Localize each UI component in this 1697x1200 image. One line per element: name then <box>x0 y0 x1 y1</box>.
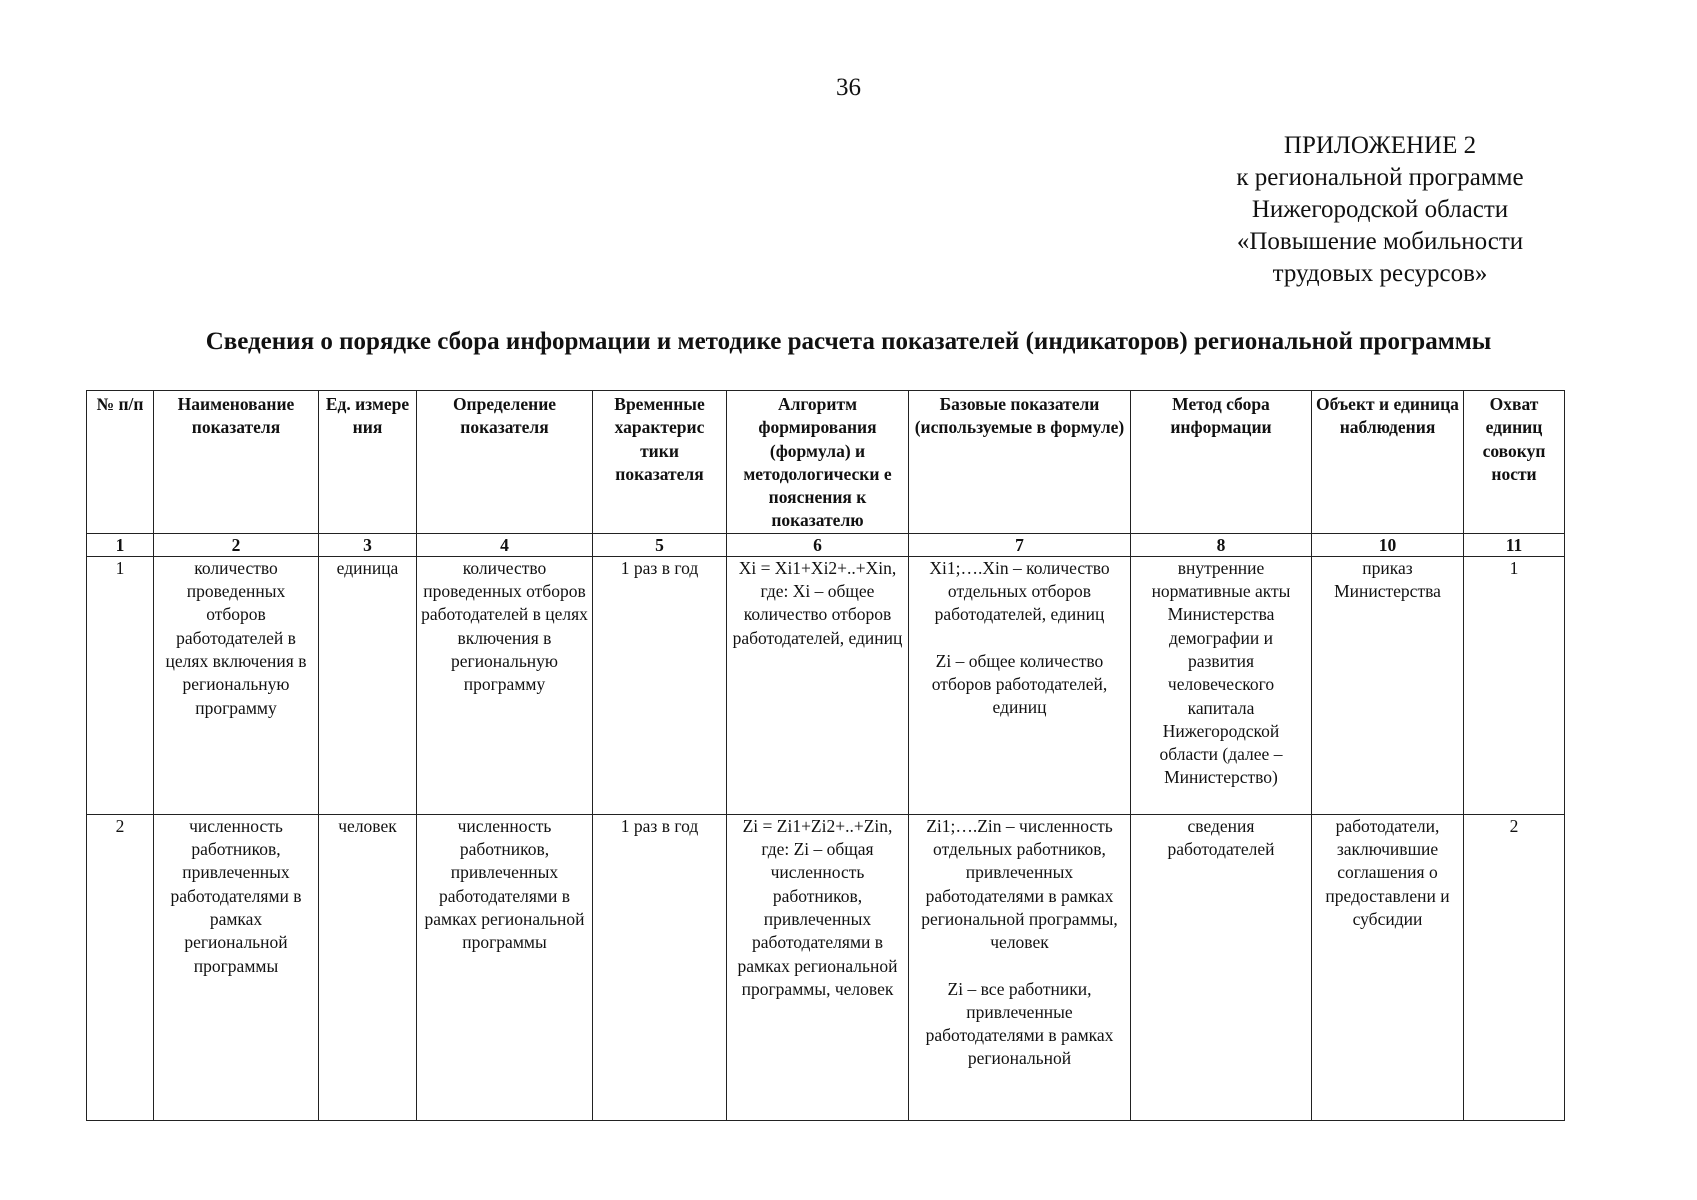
appendix-line: «Повышение мобильности <box>1236 228 1524 255</box>
column-number: 10 <box>1312 533 1464 556</box>
unit: человек <box>319 814 417 1120</box>
column-number: 11 <box>1464 533 1565 556</box>
coverage: 2 <box>1464 814 1565 1120</box>
base-indicator-text: Zi – все работники, привлеченные работодателями в рамках региональной <box>925 978 1114 1069</box>
table-header-row <box>87 391 1565 534</box>
timing: 1 раз в год <box>593 814 727 1120</box>
header-coverage: Охват единиц совокуп ности <box>1464 391 1565 534</box>
column-number: 5 <box>593 533 727 556</box>
appendix-heading <box>1160 130 1600 290</box>
header-collection-method: Метод сбора информации <box>1131 391 1312 534</box>
observation-object: приказ Министерства <box>1312 556 1464 814</box>
collection-method: сведения работодателей <box>1131 814 1312 1120</box>
appendix-line: Нижегородской области <box>1251 196 1509 223</box>
header-base-indicators: Базовые показатели (используемые в формуле) <box>909 391 1131 534</box>
base-indicator-text: Xi1;….Xin – количество отдельных отборов работодателей, единиц <box>929 557 1110 625</box>
header-observation-object: Объект и единица наблюдения <box>1312 391 1464 534</box>
algorithm: Xi = Xi1+Xi2+..+Xin, где: Xi – общее количество отборов работодателей, единиц <box>727 556 909 814</box>
header-unit: Ед. измере ния <box>319 391 417 534</box>
row-number: 2 <box>87 814 154 1120</box>
algorithm: Zi = Zi1+Zi2+..+Zin, где: Zi – общая численность работников, привлеченных работодателями в рамках региональной программы, человек <box>727 814 909 1120</box>
column-number: 2 <box>154 533 319 556</box>
observation-object: работодатели, заключившие соглашения о предоставлени и субсидии <box>1312 814 1464 1120</box>
unit: единица <box>319 556 417 814</box>
document-title: Сведения о порядке сбора информации и методике расчета показателей (индикаторов) региональной программы <box>205 328 1492 355</box>
row-number: 1 <box>87 556 154 814</box>
base-indicators <box>909 556 1131 814</box>
page-number: 36 <box>836 74 861 101</box>
header-definition: Определение показателя <box>417 391 593 534</box>
header-timing: Временные характерис тики показателя <box>593 391 727 534</box>
appendix-line: ПРИЛОЖЕНИЕ 2 <box>1283 132 1477 159</box>
timing: 1 раз в год <box>593 556 727 814</box>
base-indicator-text: Zi1;….Zin – численность отдельных работников, привлеченных работодателями в рамках региональной программы, человек <box>921 815 1118 953</box>
header-number: № п/п <box>87 391 154 534</box>
appendix-line: трудовых ресурсов» <box>1272 260 1488 287</box>
column-number: 3 <box>319 533 417 556</box>
base-indicators <box>909 814 1131 1120</box>
indicators-table <box>86 390 1565 1121</box>
definition: численность работников, привлеченных работодателями в рамках региональной программы <box>417 814 593 1120</box>
column-number: 6 <box>727 533 909 556</box>
header-indicator-name: Наименование показателя <box>154 391 319 534</box>
definition: количество проведенных отборов работодателей в целях включения в региональную программу <box>417 556 593 814</box>
base-indicator-text: Zi – общее количество отборов работодателей, единиц <box>931 650 1108 718</box>
column-number: 7 <box>909 533 1131 556</box>
header-algorithm: Алгоритм формирования (формула) и методологически е пояснения к показателю <box>727 391 909 534</box>
table-row <box>87 556 1565 814</box>
appendix-line: к региональной программе <box>1236 164 1524 191</box>
indicator-name: количество проведенных отборов работодателей в целях включения в региональную программу <box>154 556 319 814</box>
collection-method: внутренние нормативные акты Министерства демографии и развития человеческого капитала Нижегородской области (далее – Министерство) <box>1131 556 1312 814</box>
coverage: 1 <box>1464 556 1565 814</box>
column-number: 1 <box>87 533 154 556</box>
column-number: 4 <box>417 533 593 556</box>
column-number: 8 <box>1131 533 1312 556</box>
table-row <box>87 814 1565 1120</box>
indicator-name: численность работников, привлеченных работодателями в рамках региональной программы <box>154 814 319 1120</box>
column-number-row <box>87 533 1565 556</box>
